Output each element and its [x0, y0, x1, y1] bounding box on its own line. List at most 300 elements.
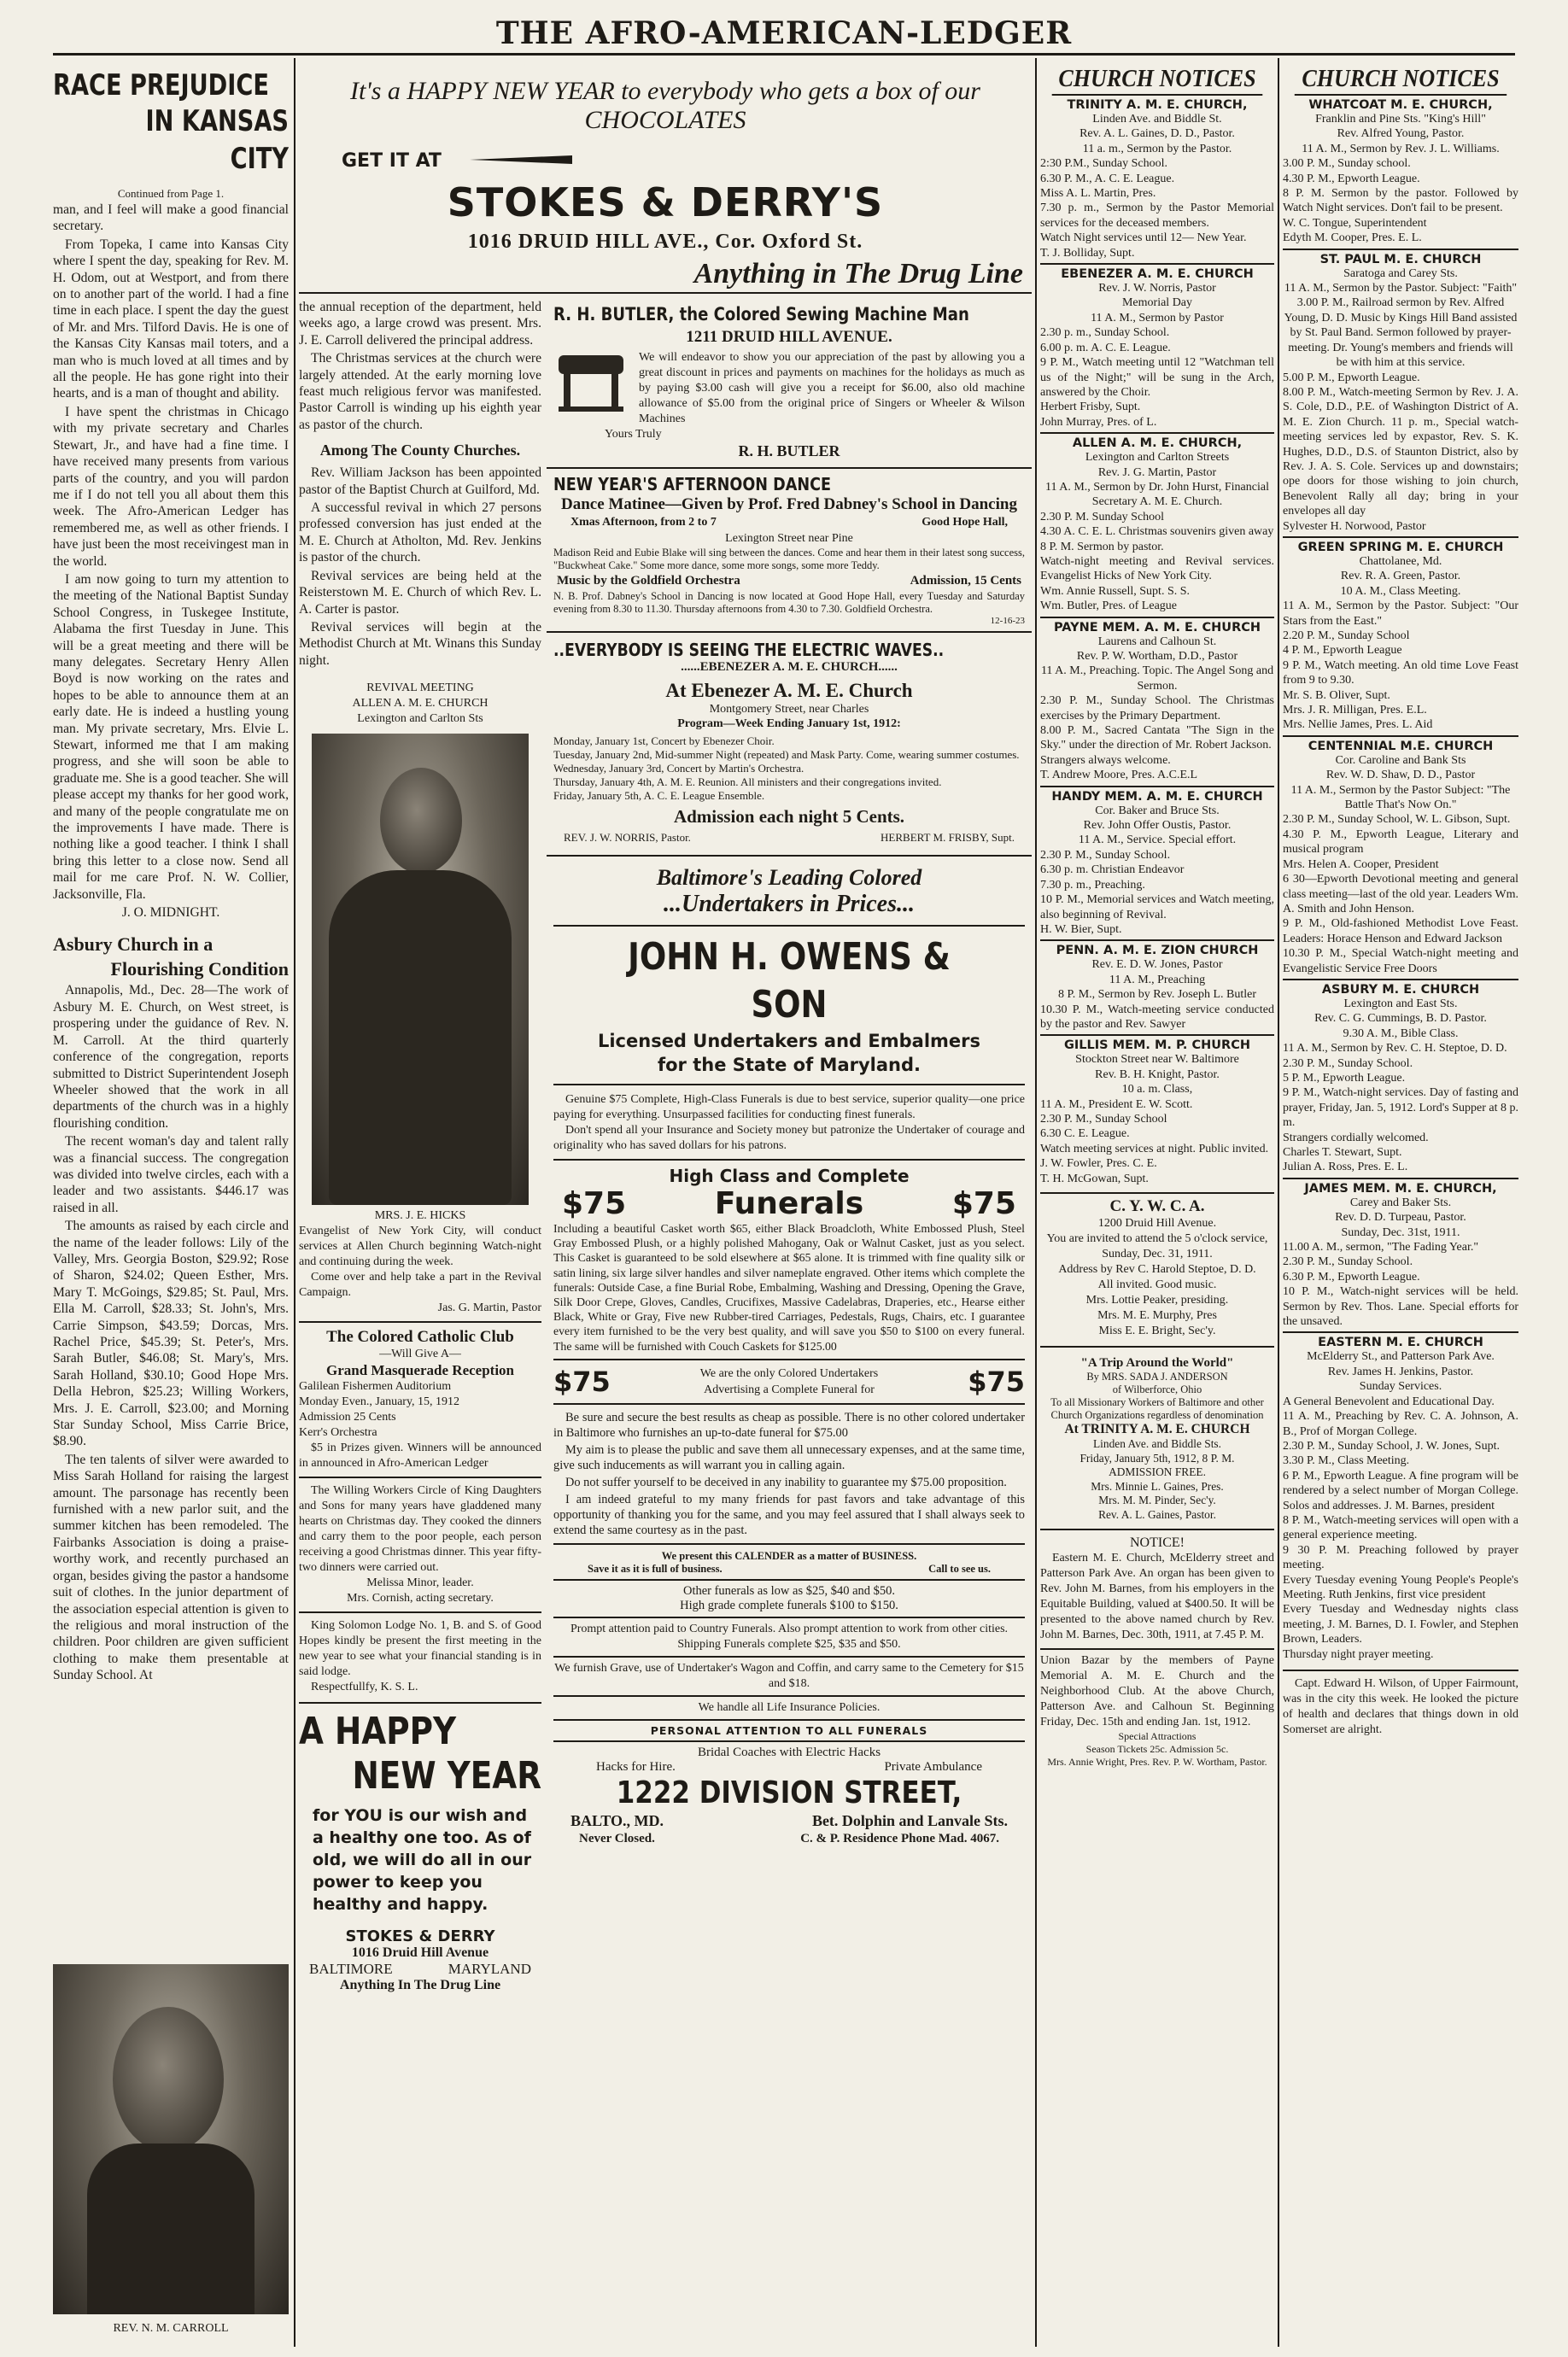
lodge-notice: King Solomon Lodge No. 1, B. and S. of Good Hopes kindly be present the first meeting in the new year to see what your financial standing is in said lodge. — [299, 1619, 541, 1679]
church-notice-line: 11 A. M., Preaching. Topic. The Angel Song and Sermon. — [1040, 664, 1274, 693]
church-notice — [1040, 617, 1274, 786]
church-notice-line: 7.30 p. m., Sermon by the Pastor Memorial services for the deceased members. — [1040, 202, 1274, 230]
banner-rule — [299, 292, 1032, 294]
church-notice-line: Charles T. Stewart, Supt. — [1283, 1146, 1402, 1159]
church-notice-line: Franklin and Pine Sts. "King's Hill" — [1315, 113, 1486, 126]
county-churches — [299, 465, 541, 669]
section-rule — [553, 1159, 1025, 1161]
dance-heading: NEW YEAR'S AFTERNOON DANCE — [553, 474, 832, 494]
butler-body — [553, 350, 1025, 427]
church-notice-line: Saratoga and Carey Sts. — [1343, 266, 1458, 280]
church-notice-line: 6.30 p. m. Christian Endeavor — [1040, 863, 1185, 877]
column-5 — [1283, 63, 1518, 2348]
notice-line: Mrs. M. M. Pinder, Sec'y. — [1098, 1494, 1216, 1506]
section-rule — [553, 1656, 1025, 1658]
church-notice — [1283, 96, 1518, 249]
balto-row — [553, 1812, 1025, 1830]
waves-item: Thursday, January 4th, A. M. E. Reunion. All ministers and their congregations invited. — [553, 775, 942, 788]
funeral-details: Including a beautiful Casket worth $65, either Black Broadcloth, White Embossed Plush, Steel Gray Embossed Plush, or a highly polished Mahogany, Oak or Walnut Casket, just as you select. This Casket is guaranteed to be sold elsewhere at $65 alone. It is trimmed with fine quality silk or satin lining, six large silver handles and silver nameplate engraved. Other items which complete the funerals: Outside Case, a fine Burial Robe, Embalming, Washing and Dressing, Opening the Grave, Silk Door Crepe, Gloves, Candles, Crucifixes, Massive Cadelabras, Draperies, etc., Hearse either Black, White or Gray, Five new Rubber-tired Carriages, Pedestals, Rugs, Chairs, etc. I guarantee every item furnished to be the very best quality, and will save you $50 to $100 on every funeral. The same will be furnished with Couch Caskets for $125.00 — [553, 1222, 1025, 1353]
notice-line: Linden Ave. and Biddle Sts. — [1092, 1437, 1221, 1450]
church-notice-line: 9.30 A. M., Bible Class. — [1343, 1026, 1459, 1040]
notice-line: Sunday, Dec. 31, 1911. — [1102, 1248, 1213, 1260]
column-rule-2 — [1035, 58, 1037, 2347]
only-line-2: Advertising a Complete Funeral for — [704, 1383, 875, 1396]
church-notice-line: 10.30 P. M., Watch-meeting service conducted by the pastor and Rev. Sawyer — [1040, 1003, 1274, 1031]
article-asbury — [53, 982, 289, 1683]
notice-heading: NOTICE! — [1130, 1535, 1185, 1550]
article-paragraph: the annual reception of the department, held weeks ago, a large crowd was present. Mrs. J. E. Carroll delivered the principal address. — [299, 300, 541, 348]
bazar-notice — [1040, 1648, 1274, 1769]
church-notice-line: John Murray, Pres. of L. — [1040, 415, 1157, 429]
price-75-right: $75 — [951, 1186, 1016, 1221]
article-signature: J. O. MIDNIGHT. — [121, 905, 220, 921]
church-notice-line: H. W. Bier, Supt. — [1040, 922, 1122, 936]
article-paragraph: The ten talents of silver were awarded to Miss Sarah Holland for raising the largest amount. The parsonage has recently been furnished with a new parlor suit, and the summer kitchen has been remodeled. The Fairbanks Association is doing a praise-worthy work, and recently purchased an organ, besides giving the pastor a handsome suit of clothes. In the junior department of the association especial attention is given to the religious and moral instruction of the children. Poor children are given sufficient clothing to make them presentable at Sunday School. At — [53, 1452, 289, 1683]
dance-ad — [547, 469, 1032, 633]
calendar-line-2 — [553, 1563, 1025, 1576]
church-notice-line: 3.30 P. M., Class Meeting. — [1283, 1454, 1410, 1468]
church-notice-heading: JAMES MEM. M. E. CHURCH, — [1304, 1181, 1497, 1196]
get-it-at: GET IT AT — [342, 150, 442, 172]
church-notice-line: Rev. J. W. Norris, Pastor — [1098, 282, 1216, 295]
stokes-derry-sign: STOKES & DERRY — [345, 1927, 495, 1946]
stokes-derry-title: STOKES & DERRY'S — [447, 179, 884, 225]
church-notice — [1283, 979, 1518, 1178]
notice-line: Mrs. Minnie L. Gaines, Pres. — [1091, 1479, 1224, 1493]
church-notice-line: Watch Night services until 12— New Year. — [1040, 231, 1247, 245]
balto-md: BALTO., MD. — [570, 1811, 664, 1829]
hicks-signature: Jas. G. Martin, Pastor — [437, 1301, 541, 1315]
other-funerals-2: High grade complete funerals $100 to $150. — [680, 1598, 898, 1612]
church-notice-line: Rev. W. D. Shaw, D. D., Pastor — [1325, 769, 1476, 782]
only-colored-row — [553, 1366, 1025, 1398]
portrait-face — [380, 768, 462, 874]
ywca-heading: C. Y. W. C. A. — [1109, 1197, 1205, 1215]
john-owens-title: JOHN H. OWENS & SON — [628, 935, 951, 1026]
notice-line: By MRS. SADA J. ANDERSON — [1086, 1371, 1228, 1383]
church-notice-line: Watch-night meeting and Revival services. Evangelist Hicks of New York City. — [1040, 554, 1274, 583]
church-notice-line: 3.00 P. M., Railroad sermon by Rev. Alfred Young, D. D. Music by Kings Hill Band assisted by St. Paul Band. Sermon followed by prayer-meeting. Dr. Young's members and friends will be with him at this service. — [1284, 296, 1518, 370]
waves-signatures — [553, 828, 1025, 848]
personal-attention: PERSONAL ATTENTION TO ALL FUNERALS — [650, 1723, 928, 1737]
section-rule — [553, 1084, 1025, 1085]
church-notice-line: W. C. Tongue, Superintendent — [1283, 216, 1427, 230]
dance-note: N. B. Prof. Dabney's School in Dancing is now located at Good Hope Hall, every Tuesday and Saturday evening from 8.30 to 11.30. Thursday afternoons from 4.30 to 7.30. Goldfield Orchestra. — [553, 590, 1025, 615]
church-notice-line: 8 P. M. Sermon by pastor. — [1040, 540, 1164, 553]
church-notice-line: Laurens and Calhoun St. — [1097, 635, 1217, 648]
church-notice-line: McElderry St., and Patterson Park Ave. — [1307, 1350, 1495, 1364]
column-rule-3 — [1278, 58, 1279, 2347]
price-75-badge-right: $75 — [968, 1365, 1025, 1398]
masquerade-heading: Grand Masquerade Reception — [325, 1362, 515, 1379]
church-notice-line: Sylvester H. Norwood, Pastor — [1283, 519, 1426, 533]
church-notice-heading: ASBURY M. E. CHURCH — [1321, 982, 1480, 997]
church-notice-line: Rev. R. A. Green, Pastor. — [1340, 570, 1461, 583]
church-notice-heading: PAYNE MEM. A. M. E. CHURCH — [1053, 620, 1261, 635]
church-notice-line: 11 A. M., President E. W. Scott. — [1040, 1097, 1193, 1111]
calendar-save: Save it as it is full of business. — [588, 1562, 723, 1575]
happy-new-year-2: NEW YEAR — [352, 1754, 541, 1798]
church-notice-line: 10 P. M., Memorial services and Watch meeting, also beginning of Revival. — [1040, 893, 1274, 921]
church-notice — [1283, 536, 1518, 735]
article-paragraph: I am now going to turn my attention to the meeting of the National Baptist Sunday School Congress, in Tuskegee Institute, Alabama the first Tuesday in June. This will be a great meeting and there will be many delegates. Secretary Henry Allen Boyd is now working on the rates and hopes to be able to announce them at an early date. He is indeed a hustling young man. My private secretary, Mrs. Elvie L. Stewart, informed me that I am making progress, and she will soon be able to graduate me. She is a good teacher. She will please accept my thanks for her good work, and many of the people congratulate me on the improvements I have made. There is nothing like a good teacher. I think I shall bring this letter to a close now. Send all mail for me care Prof. N. W. Collier, Jacksonville, Fla. — [53, 571, 289, 902]
happy-new-year-1: A HAPPY — [299, 1710, 457, 1754]
church-notice-line: 4.30 A. C. E. L. Christmas souvenirs given away — [1040, 525, 1274, 539]
other-funerals-1: Other funerals as low as $25, $40 and $50. — [682, 1583, 896, 1598]
waves-address: Montgomery Street, near Charles — [709, 703, 869, 716]
dance-text: Madison Reid and Eubie Blake will sing between the dances. Come and hear them in their latest song success, "Buckwheat Cake." Some more dance, some more songs, some more Teddy. — [553, 547, 1025, 571]
butler-heading: R. H. BUTLER, the Colored Sewing Machine Man — [553, 304, 969, 325]
willing-sign-1: Melissa Minor, leader. — [366, 1576, 474, 1590]
notice-line: Miss E. E. Bright, Sec'y. — [1098, 1325, 1216, 1337]
catholic-line: Galilean Fishermen Auditorium — [299, 1380, 452, 1394]
phone-row — [553, 1830, 1025, 1848]
section-rule — [553, 925, 1025, 927]
hacks-row — [553, 1760, 1025, 1775]
church-notice-line: Mrs. Nellie James, Pres. L. Aid — [1283, 718, 1433, 732]
church-notice-line: 11 A. M., Preaching by Rev. C. A. Johnson, A. B., Prof of Morgan College. — [1283, 1410, 1518, 1438]
church-notice-heading: ALLEN A. M. E. CHURCH, — [1072, 436, 1243, 451]
chocolates-ad — [299, 68, 1032, 290]
church-notice-line: Miss A. L. Martin, Pres. — [1040, 187, 1156, 201]
residence-phone: C. & P. Residence Phone Mad. 4067. — [800, 1831, 999, 1845]
willing-sign-2: Mrs. Cornish, acting secretary. — [347, 1592, 494, 1605]
church-notice-line: 6.30 P. M., Epworth League. — [1283, 1270, 1420, 1284]
church-notice-line: Rev. J. G. Martin, Pastor — [1097, 465, 1217, 479]
church-notice-line: 11 A. M., Preaching — [1109, 973, 1206, 986]
church-notice — [1040, 96, 1274, 263]
church-notice-line: 9 30 P. M. Preaching followed by prayer meeting. — [1283, 1543, 1518, 1572]
butler-text: We will endeavor to show you our appreciation of the past by allowing you a great discount in prices and payments on machines for the holidays as much as by paying $3.00 cash will give you a receipt for $6.00, also old machine allowance of $5.00 from the original price of Singers or Wheeler & Wilson Machines — [639, 351, 1025, 425]
trip-lines — [1040, 1371, 1274, 1422]
notice-line: Mrs. M. E. Murphy, Pres — [1097, 1309, 1217, 1322]
church-notice-line: Edyth M. Cooper, Pres. E. L. — [1283, 231, 1422, 245]
church-notice-line: 7.30 p. m., Preaching. — [1040, 878, 1145, 892]
dance-venue: Good Hope Hall, — [921, 516, 1008, 529]
notice-line: All invited. Good music. — [1097, 1278, 1217, 1291]
lodge-sign: Respectfullfy, K. S. L. — [311, 1681, 418, 1694]
waves-item: Wednesday, January 3rd, Concert by Martin's Orchestra. — [553, 762, 804, 775]
headline-race-prejudice: RACE PREJUDICE — [53, 68, 269, 102]
revival-title: REVIVAL MEETING — [366, 681, 474, 695]
article-paragraph: The amounts as raised by each circle and the name of the leader follows: Lily of the Valley, Mrs. Georgia Boston, $29.92; Rose of Sharon, $24.02; Queen Esther, Mrs. Mary T. McGoings, $29.85; St. Paul, Mrs. Ella M. Carroll, $28.33; St. John's, Mrs. Carrie Simpson, $43.59; Dorcas, Mrs. Rachel Price, $45.39; St. Peter's, Mrs. Sarah Butler, $46.08; St. Mary's, Mrs. Sarah Holland, $30.10; Good Hope Mrs. Della Hebron, $25.23; Willing Workers, Mrs. J. E. Carroll, $23.00; and Morning Star Sunday School, Miss Carrie Brice, $8.90. — [53, 1219, 289, 1449]
owens-subtitle-2: for the State of Maryland. — [657, 1055, 921, 1075]
church-notice-line: 2.30 P. M., Sunday School, J. W. Jones, Supt. — [1283, 1439, 1500, 1453]
church-notice-line: Wm. Annie Russell, Supt. S. S. — [1040, 584, 1191, 598]
section-rule — [299, 1321, 541, 1323]
section-rule — [299, 1477, 541, 1478]
hicks-text: Evangelist of New York City, will conduct services at Allen Church beginning Watch-night and continuing during the week. — [299, 1225, 541, 1269]
masthead: THE AFRO-AMERICAN-LEDGER — [495, 15, 1073, 51]
bazar-tickets: Season Tickets 25c. Admission 5c. — [1085, 1743, 1229, 1755]
section-rule — [553, 1695, 1025, 1697]
price-75-left: $75 — [562, 1186, 627, 1221]
church-notice-line: Mrs. J. R. Milligan, Pres. E.L. — [1283, 704, 1427, 717]
owens-subtitle-1: Licensed Undertakers and Embalmers — [597, 1031, 981, 1051]
article-asbury-cont — [299, 299, 541, 433]
private-ambulance: Private Ambulance — [884, 1759, 982, 1774]
calendar-line-1: We present this CALENDER as a matter of BUSINESS. — [661, 1549, 917, 1562]
church-notice-line: Linden Ave. and Biddle St. — [1092, 113, 1222, 126]
notice-line: Friday, January 5th, 1912, 8 P. M. — [1079, 1451, 1235, 1465]
catholic-line: Monday Even., January, 15, 1912 — [299, 1395, 460, 1409]
revival-church: ALLEN A. M. E. CHURCH — [352, 697, 489, 711]
church-notice-line: 4.30 P. M., Epworth League. — [1283, 172, 1420, 185]
continued-note: Continued from Page 1. — [117, 187, 225, 200]
county-churches-heading: Among The County Churches. — [319, 442, 521, 459]
church-notice-line: 2.30 P. M., Sunday School. — [1283, 1056, 1413, 1070]
church-notice — [1283, 1331, 1518, 1664]
waves-item: Friday, January 5th, A. C. E. League Ensemble. — [553, 789, 765, 802]
notice-line: To all Missionary Workers of Baltimore and other Church Organizations regardless of denomination — [1050, 1396, 1264, 1421]
notice-text: Eastern M. E. Church, McElderry street and Patterson Park Ave. An organ has been given to Rev. John M. Barnes, from his employers in the Equitable Building, valued at $400.50. It will be presented to the above named church by Rev. John M. Barnes, Dec. 30th, 1911, at 7.45 P. M. — [1040, 1552, 1274, 1641]
church-notices-header: CHURCH NOTICES — [1052, 63, 1263, 96]
waves-church: ......EBENEZER A. M. E. CHURCH...... — [681, 660, 898, 674]
church-notice-line: Mr. S. B. Oliver, Supt. — [1283, 688, 1390, 702]
church-notice-line: 6 P. M., Epworth League. A fine program will be rendered by a select number of Morgan College. Solos and addresses. J. M. Barnes, president — [1283, 1469, 1518, 1512]
stokes-address: 1016 DRUID HILL AVE., Cor. Oxford St. — [467, 231, 863, 253]
owens-paragraph: My aim is to please the public and save them all unnecessary expenses, and at the same time, give such inducements as will warrant you in calling again. — [553, 1442, 1025, 1472]
high-class-heading: High Class and Complete — [669, 1166, 910, 1186]
church-notice-line: 6.00 p. m. A. C. E. League. — [1040, 341, 1171, 354]
never-closed: Never Closed. — [579, 1831, 655, 1845]
church-notice-line: Rev. P. W. Wortham, D.D., Pastor — [1076, 650, 1238, 663]
church-notice-line: Mrs. Helen A. Cooper, President — [1283, 857, 1439, 871]
church-notice-line: 2.30 P. M., Sunday School — [1040, 1112, 1167, 1126]
chocolates-banner: It's a HAPPY NEW YEAR to everybody who gets a box of our CHOCOLATES — [350, 77, 980, 134]
portrait-rev-carroll — [53, 1964, 289, 2314]
church-notice-line: 2.30 P. M., Sunday School, W. L. Gibson, Supt. — [1283, 813, 1511, 827]
undertaker-ad — [547, 857, 1032, 1851]
trip-notice — [1040, 1346, 1274, 1522]
church-notice-line: 11 A. M., Sermon by Dr. John Hurst, Financial Secretary A. M. E. Church. — [1045, 480, 1269, 509]
funerals-word: Funerals — [714, 1186, 864, 1221]
church-notice-heading: PENN. A. M. E. ZION CHURCH — [1056, 944, 1259, 958]
city-baltimore: BALTIMORE — [309, 1961, 393, 1978]
dance-code: 12-16-23 — [990, 616, 1025, 626]
masthead-rule — [53, 53, 1515, 56]
church-notice-line: 11 A. M., Sermon by the Pastor. Subject: "Faith" — [1284, 282, 1518, 295]
section-rule — [553, 1740, 1025, 1742]
column-3 — [547, 299, 1032, 2348]
calendar-call: Call to see us. — [928, 1562, 991, 1575]
church-notice-line: 8 P. M. Sermon by the pastor. Followed by Watch Night services. Don't fail to be present. — [1283, 187, 1518, 215]
church-notice-line: 11 A. M., Service. Special effort. — [1078, 833, 1237, 847]
church-notice-heading: TRINITY A. M. E. CHURCH, — [1067, 98, 1248, 112]
headline-asbury-2: Flourishing Condition — [110, 958, 289, 980]
church-notice-line: Julian A. Ross, Pres. E. L. — [1283, 1161, 1408, 1174]
bridal-line: Bridal Coaches with Electric Hacks — [697, 1745, 881, 1759]
church-notice-line: Strangers cordially welcomed. — [1283, 1131, 1429, 1144]
church-notice-line: T. Andrew Moore, Pres. A.C.E.L — [1040, 769, 1198, 782]
owens-paragraph: Be sure and secure the best results as cheap as possible. There is no other colored undertaker in Baltimore who furnishes an up-to-date funeral for $75.00 — [553, 1410, 1025, 1440]
article-paragraph: Rev. William Jackson has been appointed pastor of the Baptist Church at Guilford, Md. — [299, 465, 541, 497]
section-rule — [553, 1543, 1025, 1545]
waves-heading: ..EVERYBODY IS SEEING THE ELECTRIC WAVES.. — [553, 640, 945, 660]
dance-admission: Admission, 15 Cents — [910, 574, 1021, 588]
church-notice — [1283, 735, 1518, 979]
waves-admission: Admission each night 5 Cents. — [673, 806, 905, 827]
church-notice-line: Sunday, Dec. 31st, 1911. — [1341, 1225, 1460, 1239]
catholic-will-give: —Will Give A— — [379, 1348, 461, 1361]
wilson-notice: Capt. Edward H. Wilson, of Upper Fairmount, was in the city this week. He looked the picture of health and declares that things down in old Somerset are alright. — [1283, 1670, 1518, 1738]
notice-organ — [1040, 1529, 1274, 1643]
trip-lines-2 — [1040, 1437, 1274, 1522]
ywca-lines — [1040, 1216, 1274, 1339]
church-notice — [1040, 432, 1274, 616]
owens-paragraph: Genuine $75 Complete, High-Class Funerals is due to best service, superior quality—one price paying for everything. Unsurpassed facilities for conducting finest funerals. — [553, 1093, 1025, 1121]
insurance-line: We handle all Life Insurance Policies. — [698, 1700, 881, 1714]
church-notice-line: Strangers always welcome. — [1040, 753, 1171, 767]
waves-items — [553, 731, 1025, 806]
church-notice-line: Cor. Caroline and Bank Sts — [1335, 753, 1466, 767]
church-notice-line: Rev. John Offer Oustis, Pastor. — [1083, 819, 1232, 833]
church-notice-line: Every Tuesday evening Young People's People's Meeting. Ruth Jenkins, first vice president — [1283, 1573, 1518, 1601]
church-notice-line: 11 a. m., Sermon by the Pastor. — [1082, 142, 1232, 155]
owens-closing — [553, 1410, 1025, 1538]
article-paragraph: man, and I feel will make a good financial secretary. — [53, 202, 289, 234]
church-notice-line: 2.30 P. M., Sunday School. — [1040, 848, 1171, 862]
church-notice-line: 9 P. M., Watch-night services. Day of fasting and prayer, Friday, Jan. 5, 1912. Lord's Supper at 8 p. m. — [1283, 1086, 1518, 1130]
church-notices-header-2: CHURCH NOTICES — [1295, 63, 1507, 96]
church-notice-line: Sunday Services. — [1359, 1380, 1442, 1394]
dance-subheading: Dance Matinee—Given by Prof. Fred Dabney's School in Dancing — [561, 495, 1017, 513]
waves-supt: HERBERT M. FRISBY, Supt. — [881, 831, 1015, 844]
article-paragraph: Revival services will begin at the Methodist Church at Mt. Winans this Sunday night. — [299, 619, 541, 668]
church-notice-line: Rev. James H. Jenkins, Pastor. — [1327, 1365, 1474, 1378]
church-notices-list-2 — [1283, 96, 1518, 1664]
church-notice-line: Rev. A. L. Gaines, D. D., Pastor. — [1079, 127, 1235, 141]
waves-item: Tuesday, January 2nd, Mid-summer Night (repeated) and Mask Party. Come, wearing summer costumes. — [553, 748, 1020, 761]
church-notice-line: 4.30 P. M., Epworth League, Literary and musical program — [1283, 828, 1518, 857]
portrait-body — [329, 870, 512, 1205]
church-notice-line: 2.20 P. M., Sunday School — [1283, 629, 1410, 642]
church-notices-list — [1040, 96, 1274, 1189]
prompt-2: Shipping Funerals complete $25, $35 and $50. — [677, 1637, 901, 1651]
church-notice-line: 2.30 p. m., Sunday School. — [1040, 326, 1170, 340]
portrait-mrs-hicks — [312, 734, 529, 1205]
church-notice-line: 10 P. M., Watch-night services will be held. Sermon by Rev. Thos. Lane. Special efforts for the unsaved. — [1283, 1285, 1518, 1329]
church-notice-line: Lexington and Carlton Streets — [1085, 451, 1230, 465]
church-notice-line: Herbert Frisby, Supt. — [1040, 401, 1141, 414]
section-rule — [553, 1359, 1025, 1360]
church-notice-line: 10 A. M., Class Meeting. — [1340, 584, 1461, 598]
ywca-notice — [1040, 1192, 1274, 1339]
church-notice-line: Every Tuesday and Wednesday nights class meeting, J. M. Barnes, D. I. Fowler, and Stephen Brown, Leaders. — [1283, 1603, 1518, 1646]
church-notice-line: Memorial Day — [1121, 296, 1193, 310]
church-notice-heading: EBENEZER A. M. E. CHURCH — [1061, 267, 1254, 282]
church-notice-line: Carey and Baker Sts. — [1349, 1196, 1452, 1209]
church-notice-line: 10.30 P. M., Special Watch-night meeting and Evangelistic Service Free Doors — [1283, 947, 1518, 975]
notice-line: ADMISSION FREE. — [1109, 1465, 1206, 1478]
church-notice-heading: GREEN SPRING M. E. CHURCH — [1297, 540, 1504, 554]
church-notice-line: 2.30 P. M., Sunday School. — [1283, 1255, 1413, 1269]
church-notice — [1283, 249, 1518, 536]
catholic-line: Admission 25 Cents — [299, 1411, 396, 1424]
headline-kansas-city: IN KANSAS CITY — [145, 104, 289, 176]
church-notice-heading: EASTERN M. E. CHURCH — [1318, 1336, 1483, 1350]
only-line-1: We are the only Colored Undertakers — [699, 1366, 879, 1380]
hicks-text-2: Come over and help take a part in the Revival Campaign. — [299, 1271, 541, 1300]
church-notice-line: 8.00 P. M., Watch-meeting Sermon by Rev. J. A. S. Cole, D.D., P.E. of Washington District of A. M. E. Zion Church. 11 p. m., Special watch-meeting services led by expastor, Rev. S. K. Hughes, D.D., D.S. of Staunton District, also by Rev. J. A. S. Cole. Services up and downstairs; ope doors for those wishing to join church, Benevolent Rally all day; bring in your envelopes all day — [1283, 385, 1518, 518]
dance-street: Lexington Street near Pine — [725, 532, 853, 545]
church-notice-line: 11 A. M., Sermon by Rev. C. H. Steptoe, D. D. — [1283, 1042, 1507, 1056]
church-notice-line: 9 P. M., Watch meeting. An old time Love Feast from 9 to 9.30. — [1283, 658, 1518, 687]
church-notice — [1040, 939, 1274, 1034]
church-notice — [1040, 1034, 1274, 1189]
happy-new-year-text: for YOU is our wish and a healthy one too. As of old, we will do all in our power to keep you healthy and happy. — [313, 1806, 532, 1915]
portrait-body — [87, 2144, 255, 2314]
church-notice-line: Cor. Baker and Bruce Sts. — [1095, 804, 1220, 817]
church-notice-line: Stockton Street near W. Baltimore — [1075, 1053, 1239, 1067]
notice-line: You are invited to attend the 5 o'clock service, — [1046, 1232, 1268, 1245]
church-notice-line: Watch meeting services at night. Public invited. — [1040, 1142, 1269, 1155]
column-2 — [299, 299, 541, 2348]
church-notice-heading: CENTENNIAL M.E. CHURCH — [1308, 739, 1494, 753]
notice-line: of Wilberforce, Ohio — [1112, 1383, 1202, 1395]
church-notice-line: Rev. B. H. Knight, Pastor. — [1095, 1067, 1220, 1081]
section-rule — [553, 1719, 1025, 1721]
church-notice-line: Rev. C. G. Cummings, B. D. Pastor. — [1314, 1012, 1487, 1026]
section-rule — [553, 1579, 1025, 1581]
notice-line: 1200 Druid Hill Avenue. — [1097, 1217, 1217, 1230]
bazar-signatures: Mrs. Annie Wright, Pres. Rev. P. W. Wortham, Pastor. — [1047, 1756, 1267, 1768]
church-notice-heading: HANDY MEM. A. M. E. CHURCH — [1051, 789, 1263, 804]
division-street: 1222 DIVISION STREET, — [616, 1775, 962, 1810]
church-notice-line: 11 A. M., Sermon by Rev. J. L. Williams. — [1302, 142, 1500, 155]
church-notice-line: 11 A. M., Sermon by Pastor — [1091, 311, 1224, 325]
church-notice-line: 2.30 P. M., Sunday School. The Christmas exercises by the Primary Department. — [1040, 694, 1274, 722]
trip-heading: "A Trip Around the World" — [1080, 1356, 1234, 1370]
butler-address: 1211 DRUID HILL AVENUE. — [686, 328, 892, 346]
dance-music-row — [553, 572, 1025, 590]
article-race-prejudice — [53, 202, 289, 903]
revival-address: Lexington and Carlton Sts — [357, 712, 483, 726]
stokes-derry-city — [299, 1961, 541, 1978]
church-notice-line: 9 P. M., Watch meeting until 12 "Watchman tell us of the Night;" will be sung in the Arch, answered by the Choir. — [1040, 356, 1274, 399]
undertaker-heading-1: Baltimore's Leading Colored — [656, 865, 922, 890]
only-colored-text — [617, 1366, 961, 1398]
church-notice-line: 2.30 P. M. Sunday School — [1040, 510, 1165, 523]
church-notice-line: Rev. E. D. W. Jones, Pastor — [1091, 958, 1223, 972]
waves-at: At Ebenezer A. M. E. Church — [665, 680, 913, 701]
owens-paragraph: I am indeed grateful to my many friends for past favors and take advantage of this opportunity of thanking you for the same, and you may feel assured that I shall always seek to extend the same courtesy as in the past. — [553, 1492, 1025, 1537]
catholic-line: Kerr's Orchestra — [299, 1426, 377, 1440]
church-notice-line: 6.30 P. M., A. C. E. League. — [1040, 172, 1175, 185]
owens-paragraph: Do not suffer yourself to be deceived in any inability to guarantee my $75.00 proposition. — [565, 1475, 1007, 1489]
catholic-club-heading: The Colored Catholic Club — [326, 1328, 514, 1347]
butler-signature: R. H. BUTLER — [738, 442, 840, 459]
church-notice-line: A General Benevolent and Educational Day. — [1283, 1395, 1495, 1408]
bazar-text: Union Bazar by the members of Payne Memorial A. M. E. Church and the Neighborhood Club. At the above Church, Patterson Ave. and Calhoun St. Beginning Friday, Dec. 15th and ending Jan. 1st, 1912. — [1040, 1654, 1274, 1728]
church-notice-line: 6 30—Epworth Devotional meeting and general class meeting—last of the old year. Leaders Wm. A. Smith and John Henson. — [1283, 873, 1518, 915]
notice-line: Address by Rev C. Harold Steptoe, D. D. — [1058, 1263, 1256, 1276]
church-notice-line: 11 A. M., Sermon by the Pastor Subject: "The Battle That's Now On." — [1290, 783, 1511, 812]
notice-line: Rev. A. L. Gaines, Pastor. — [1098, 1507, 1216, 1521]
church-notice-heading: WHATCOAT M. E. CHURCH, — [1308, 98, 1493, 112]
church-notice-heading: ST. PAUL M. E. CHURCH — [1319, 252, 1482, 266]
church-notice-heading: GILLIS MEM. M. P. CHURCH — [1064, 1038, 1250, 1053]
butler-ad — [547, 299, 1032, 469]
church-notice-line: 11.00 A. M., sermon, "The Fading Year." — [1283, 1241, 1479, 1255]
article-paragraph: From Topeka, I came into Kansas City where I spent the day, speaking for Rev. M. H. Odom, out at Westport, and from there on to another part of the world. I had a fine time in each place. I spent the day the guest of Mr. and Mrs. Tilford Davis. He is one of the Kansas City Kansas mail toters, and a man who is much loved at all times and by all the people. He has gone right into their hearts, and is a man of thought and ability. — [53, 237, 289, 401]
funerals-75-row — [553, 1186, 1025, 1221]
article-paragraph: Revival services are being held at the Reisterstown M. E. Church of which Rev. L. A. Carter is pastor. — [299, 568, 541, 617]
church-notice-line: Rev. D. D. Turpeau, Pastor. — [1335, 1211, 1466, 1225]
church-notice-line: 8.00 P. M., Sacred Cantata "The Sign in the Sky." under the direction of Mr. Robert Jackson. — [1040, 724, 1274, 752]
dance-time-row — [553, 514, 1025, 531]
article-paragraph: Annapolis, Md., Dec. 28—The work of Asbury M. E. Church, on West street, is prospering under the guidance of Rev. N. M. Carroll. At the third quarterly conference of the congregation, reports submitted to District Superintendent Joseph Wheeler showed that the work in all departments of the church was in a highly flourishing condition. — [53, 983, 289, 1131]
